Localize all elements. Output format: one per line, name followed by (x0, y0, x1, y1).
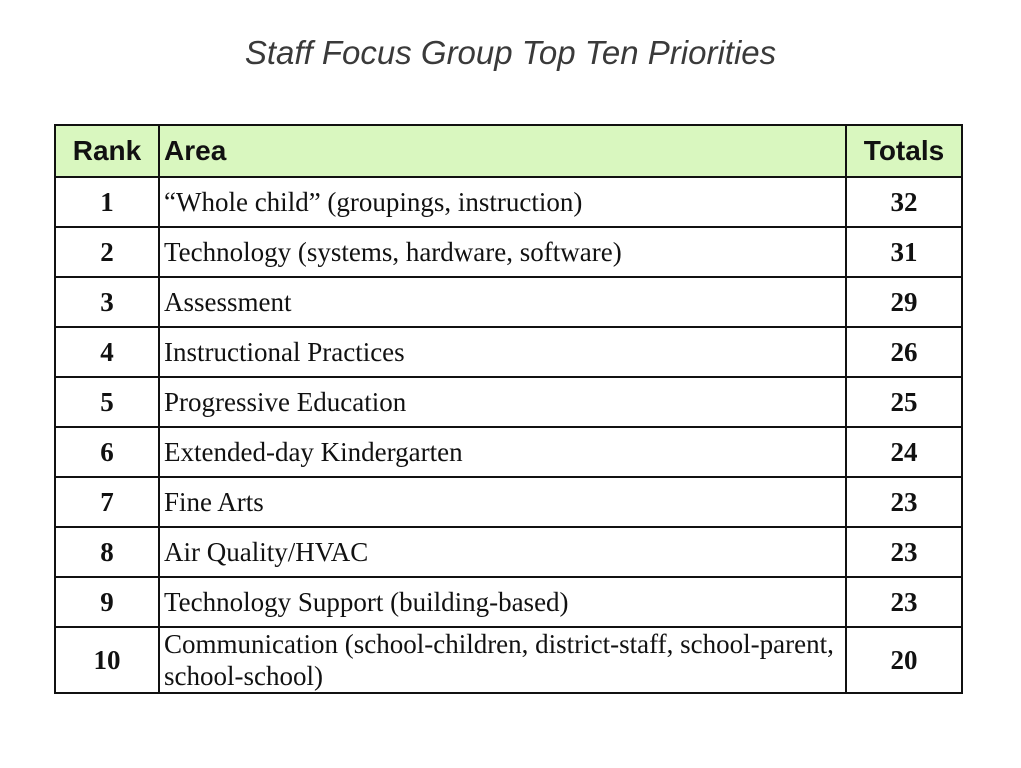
table-row (55, 377, 962, 427)
rank-cell: 2 (55, 227, 159, 277)
area-cell: Air Quality/HVAC (159, 527, 846, 577)
table-row (55, 177, 962, 227)
header-totals: Totals (846, 125, 962, 177)
total-cell: 23 (846, 577, 962, 627)
area-cell: Technology Support (building-based) (159, 577, 846, 627)
total-cell: 31 (846, 227, 962, 277)
rank-cell: 7 (55, 477, 159, 527)
header-area: Area (159, 125, 846, 177)
rank-cell: 4 (55, 327, 159, 377)
table-row (55, 277, 962, 327)
table-row (55, 327, 962, 377)
table-row (55, 477, 962, 527)
rank-cell: 1 (55, 177, 159, 227)
area-cell: Assessment (159, 277, 846, 327)
total-cell: 25 (846, 377, 962, 427)
area-cell: Communication (school-children, district-staff, school-parent, school-school) (159, 627, 846, 693)
area-cell: Technology (systems, hardware, software) (159, 227, 846, 277)
area-cell: “Whole child” (groupings, instruction) (159, 177, 846, 227)
rank-cell: 3 (55, 277, 159, 327)
total-cell: 32 (846, 177, 962, 227)
total-cell: 26 (846, 327, 962, 377)
total-cell: 29 (846, 277, 962, 327)
rank-cell: 10 (55, 627, 159, 693)
table-row (55, 427, 962, 477)
total-cell: 23 (846, 477, 962, 527)
table-row (55, 227, 962, 277)
header-rank: Rank (55, 125, 159, 177)
rank-cell: 9 (55, 577, 159, 627)
area-cell: Progressive Education (159, 377, 846, 427)
rank-cell: 8 (55, 527, 159, 577)
total-cell: 24 (846, 427, 962, 477)
area-cell: Fine Arts (159, 477, 846, 527)
total-cell: 23 (846, 527, 962, 577)
page-title: Staff Focus Group Top Ten Priorities (244, 34, 777, 71)
rank-cell: 6 (55, 427, 159, 477)
table-header-row (55, 125, 962, 177)
priorities-table (54, 124, 963, 694)
area-cell: Instructional Practices (159, 327, 846, 377)
area-cell: Extended-day Kindergarten (159, 427, 846, 477)
total-cell: 20 (846, 627, 962, 693)
table-row (55, 627, 962, 693)
table-row (55, 577, 962, 627)
rank-cell: 5 (55, 377, 159, 427)
table-row (55, 527, 962, 577)
